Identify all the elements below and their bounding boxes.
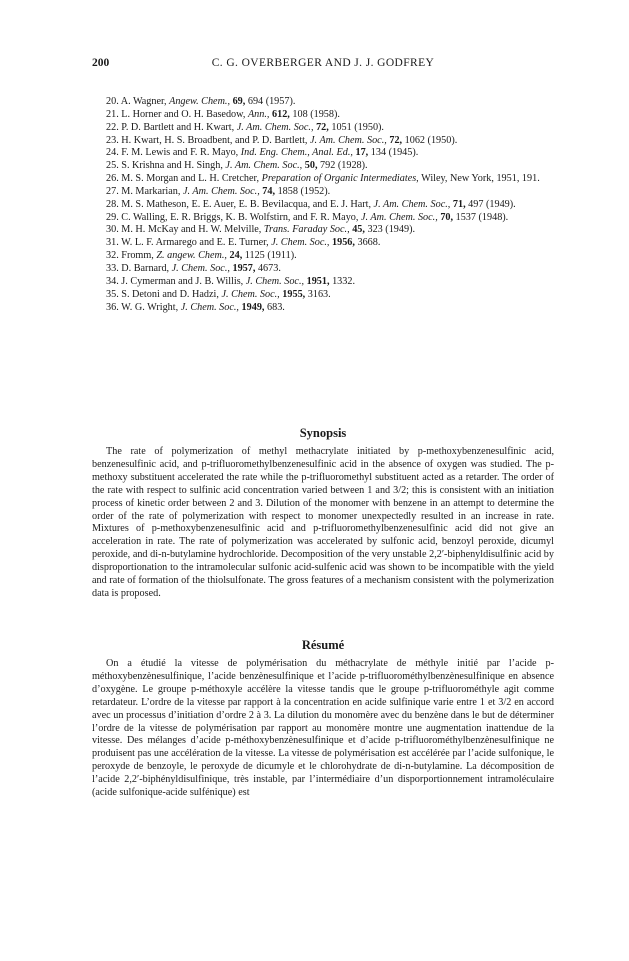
reference-journal: J. Chem. Soc., bbox=[171, 262, 230, 274]
reference-journal: Ind. Eng. Chem., Anal. Ed., bbox=[240, 147, 353, 159]
reference-item bbox=[92, 250, 554, 263]
reference-details: 323 (1949). bbox=[367, 224, 416, 236]
reference-volume: 72, bbox=[389, 134, 403, 146]
reference-details: 497 (1949). bbox=[468, 198, 516, 210]
reference-details: 1062 (1950). bbox=[404, 134, 458, 146]
reference-number: 21. bbox=[106, 108, 119, 120]
reference-authors: W. G. Wright, bbox=[121, 301, 179, 313]
reference-item bbox=[92, 173, 554, 186]
reference-number: 33. bbox=[106, 262, 119, 274]
reference-details: 694 (1957). bbox=[247, 96, 296, 107]
reference-authors: P. D. Bartlett and H. Kwart, bbox=[121, 121, 235, 133]
reference-journal: J. Am. Chem. Soc., bbox=[310, 134, 387, 146]
reference-item bbox=[92, 224, 554, 237]
reference-item bbox=[92, 186, 554, 199]
reference-details: 1332. bbox=[332, 275, 355, 287]
reference-item bbox=[92, 109, 554, 122]
reference-volume: 45, bbox=[352, 224, 365, 236]
reference-item bbox=[92, 263, 554, 276]
reference-item bbox=[92, 147, 554, 160]
reference-item bbox=[92, 237, 554, 250]
reference-details: 1125 (1911). bbox=[244, 250, 297, 262]
reference-volume: 1955, bbox=[282, 288, 306, 300]
reference-authors: W. L. F. Armarego and E. E. Turner, bbox=[121, 237, 269, 249]
reference-number: 27. bbox=[106, 185, 119, 197]
reference-number: 28. bbox=[106, 198, 119, 210]
reference-volume: 74, bbox=[262, 185, 276, 197]
reference-number: 23. bbox=[106, 134, 119, 146]
reference-authors: J. Cymerman and J. B. Willis, bbox=[121, 275, 244, 287]
reference-journal: Z. angew. Chem., bbox=[156, 250, 227, 262]
reference-journal: Ann., bbox=[247, 108, 270, 120]
reference-item bbox=[92, 160, 554, 173]
reference-authors: H. Kwart, H. S. Broadbent, and P. D. Bartlett, bbox=[121, 134, 308, 146]
reference-item bbox=[92, 302, 554, 315]
reference-authors: M. S. Matheson, E. E. Auer, E. B. Bevilacqua, and E. J. Hart, bbox=[121, 198, 371, 210]
reference-journal: J. Chem. Soc., bbox=[180, 301, 239, 313]
reference-details: 108 (1958). bbox=[292, 108, 340, 120]
reference-details: 683. bbox=[267, 301, 285, 313]
reference-authors: C. Walling, E. R. Briggs, K. B. Wolfstirn, and F. R. Mayo, bbox=[121, 211, 359, 223]
reference-number: 34. bbox=[106, 275, 119, 287]
reference-volume: 1957, bbox=[232, 262, 256, 274]
reference-number: 35. bbox=[106, 288, 119, 300]
reference-volume: 612, bbox=[272, 108, 290, 120]
reference-volume: 17, bbox=[355, 147, 369, 159]
reference-authors: F. M. Lewis and F. R. Mayo, bbox=[121, 147, 239, 159]
running-head: C. G. OVERBERGER AND J. J. GODFREY bbox=[211, 57, 435, 69]
reference-journal: J. Chem. Soc., bbox=[245, 275, 305, 287]
reference-details: 3163. bbox=[307, 288, 331, 300]
reference-number: 20. bbox=[106, 96, 119, 107]
reference-item bbox=[92, 122, 554, 135]
reference-details: 1537 (1948). bbox=[455, 211, 509, 223]
reference-journal: J. Am. Chem. Soc., bbox=[373, 198, 451, 210]
reference-journal: J. Am. Chem. Soc., bbox=[182, 185, 260, 197]
reference-number: 31. bbox=[106, 237, 119, 249]
reference-journal: Preparation of Organic Intermediates, bbox=[261, 173, 419, 185]
resume-paragraph: On a étudié la vitesse de polymérisation du méthacrylate de méthyle initié par l’acide p-méthoxybenzènesulfinique, l’acide benzènesulfinique et l’acide p-trifluorométhylbenzènesulfinique en absence d’oxygène. Le groupe p-méthoxyle accélère la vitesse tandis que le groupe p-trifluorométhyle agit comme retardateur. L’ordre de la vitesse par rapport à la concentration en acide sulfinique varie entre 1 et 3/2 en accord avec un processus d’initiation d’ordre 2 à 3. La dilution du monomère avec du benzène dans le but de déterminer l’ordre de la vitesse de polymérisation par rapport au monomère montre une augmentation inattendue de la vitesse. Des mélanges d’acide p-méthoxybenzènesulfinique et d’acide p-trifluorométhylbenzènesulfinique ne produisent pas une accélération de la vitesse. La vitesse de polymérisation est accélérée par l’acide sulfonique, le peroxyde de benzoyle, le peroxyde de dicumyle et le chlorohydrate de di-n-butylamine. La décomposition de l’acide 2,2′-biphényldisulfinique, très instable, par l’intermédiaire d’un disporportionnement intramoléculaire (acide sulfonique-acide sulfénique) est bbox=[92, 658, 554, 799]
reference-journal: Trans. Faraday Soc., bbox=[263, 224, 350, 236]
reference-journal: Angew. Chem., bbox=[169, 96, 231, 107]
reference-volume: 71, bbox=[452, 198, 466, 210]
reference-item bbox=[92, 276, 554, 289]
reference-authors: M. H. McKay and H. W. Melville, bbox=[121, 224, 262, 236]
reference-number: 25. bbox=[106, 160, 119, 172]
reference-journal: J. Am. Chem. Soc., bbox=[236, 121, 314, 133]
reference-details: Wiley, New York, 1951, 191. bbox=[421, 173, 540, 185]
reference-item bbox=[92, 96, 554, 109]
reference-journal: J. Am. Chem. Soc., bbox=[360, 211, 438, 223]
reference-item bbox=[92, 289, 554, 302]
reference-authors: L. Horner and O. H. Basedow, bbox=[121, 108, 246, 120]
page-header bbox=[92, 57, 554, 77]
reference-volume: 1956, bbox=[332, 237, 355, 249]
synopsis-heading: Synopsis bbox=[299, 426, 347, 440]
reference-item bbox=[92, 199, 554, 212]
reference-journal: J. Chem. Soc., bbox=[271, 237, 330, 249]
reference-volume: 24, bbox=[229, 250, 243, 262]
reference-volume: 72, bbox=[316, 121, 329, 133]
reference-number: 22. bbox=[106, 121, 119, 133]
reference-journal: J. Chem. Soc., bbox=[221, 288, 280, 300]
reference-number: 26. bbox=[106, 173, 119, 185]
reference-volume: 50, bbox=[304, 160, 318, 172]
reference-number: 30. bbox=[106, 224, 119, 236]
reference-item bbox=[92, 135, 554, 148]
reference-authors: M. Markarian, bbox=[121, 185, 181, 197]
reference-details: 4673. bbox=[257, 262, 281, 274]
reference-details: 1858 (1952). bbox=[277, 185, 331, 197]
reference-authors: D. Barnard, bbox=[121, 262, 170, 274]
reference-details: 134 (1945). bbox=[370, 147, 419, 159]
reference-authors: Fromm, bbox=[121, 250, 154, 262]
page-number: 200 bbox=[92, 57, 110, 69]
reference-volume: 70, bbox=[440, 211, 454, 223]
reference-volume: 1951, bbox=[306, 275, 330, 287]
reference-item bbox=[92, 212, 554, 225]
reference-authors: M. S. Morgan and L. H. Cretcher, bbox=[121, 173, 260, 185]
reference-journal: J. Am. Chem. Soc., bbox=[225, 160, 303, 172]
reference-number: 32. bbox=[106, 250, 119, 262]
reference-volume: 69, bbox=[232, 96, 246, 107]
synopsis-paragraph: The rate of polymerization of methyl methacrylate initiated by p-methoxybenzenesulfinic acid, benzenesulfinic acid, and p-trifluoromethylbenzenesulfinic acid in the absence of oxygen was studied. The p-methoxy substituent accelerated the rate while the p-trifluoromethyl substituent acted as a retarder. The order of the rate with respect to sulfinic acid concentration varied between 1 and 3/2; this is consistent with an initiation process of kinetic order between 2 and 3. Dilution of the monomer with benzene in an attempt to determine the order of the rate of polymerization with respect to monomer unexpectedly resulted in an increase in rate. Mixtures of p-methoxybenzenesulfinic acid and p-trifluoromethylbenzenesulfinic acid did not give an acceleration in rate. The rate of polymerization was accelerated by sulfonic acid, benzoyl peroxide, dicumyl peroxide, and di-n-butylamine hydrochloride. Decomposition of the very unstable 2,2′-biphenyldisulfinic acid by disproportionation to the intramolecular sulfonic acid-sulfenic acid was shown to be incompatible with the yield and rate of formation of the thiolsulfonate. The gross features of a mechanism consistent with the polymerization data is proposed. bbox=[92, 446, 554, 599]
reference-details: 3668. bbox=[357, 237, 381, 249]
reference-authors: S. Krishna and H. Singh, bbox=[121, 160, 223, 172]
reference-authors: A. Wagner, bbox=[120, 96, 167, 107]
reference-details: 792 (1928). bbox=[320, 160, 368, 172]
reference-number: 36. bbox=[106, 301, 119, 313]
reference-list bbox=[92, 96, 554, 314]
resume-heading: Résumé bbox=[301, 638, 345, 652]
reference-details: 1051 (1950). bbox=[331, 121, 384, 133]
reference-volume: 1949, bbox=[241, 301, 265, 313]
reference-number: 24. bbox=[106, 147, 119, 159]
reference-authors: S. Detoni and D. Hadzi, bbox=[121, 288, 219, 300]
reference-number: 29. bbox=[106, 211, 119, 223]
